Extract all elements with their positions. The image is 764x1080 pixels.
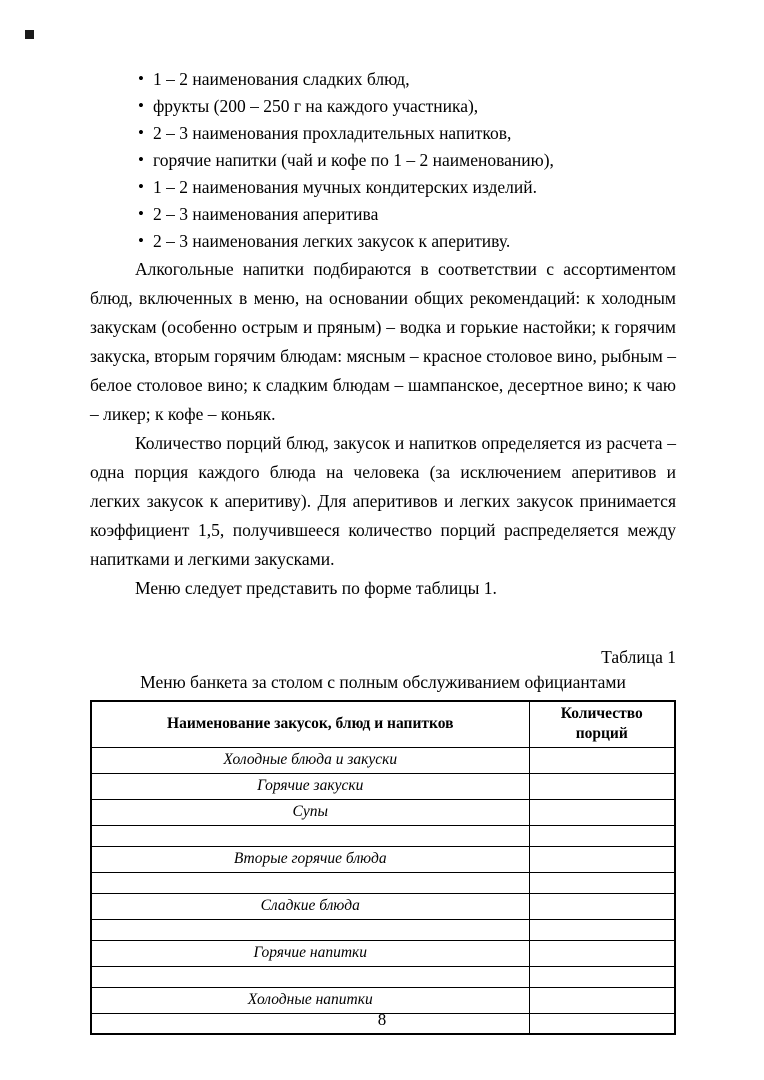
table-row [91,846,675,872]
bullet-text: 1 – 2 наименования сладких блюд, [152,69,410,89]
paragraph-portion-count: Количество порций блюд, закусок и напитков определяется из расчета – одна порция каждого блюда на человека (за исключением аперитивов и легких закусок к аперитиву). Для аперитивов и легких закусок принимается коэффициент 1,5, получившееся количество порций распределяется между напитками и легкими закусками. [90,433,676,569]
table-caption: Меню банкета за столом с полным обслуживанием официантами [140,672,626,692]
dish-category-cell [91,966,529,987]
bullet-text: фрукты (200 – 250 г на каждого участника), [152,96,479,116]
portion-cell [529,966,675,987]
portion-cell [529,940,675,966]
bullet-icon: • [138,204,144,223]
dish-category-cell: Сладкие блюда [91,893,529,919]
dish-category-cell: Горячие напитки [91,940,529,966]
list-item [90,93,676,120]
scan-artifact [25,30,34,39]
bullet-icon: • [138,231,144,250]
portion-cell [529,919,675,940]
dish-category-cell: Супы [91,799,529,825]
table-number-label: Таблица 1 [601,647,676,667]
table-row [91,825,675,846]
bullet-icon: • [138,150,144,169]
dish-category-cell: Холодные напитки [91,987,529,1013]
bullet-text: горячие напитки (чай и кофе по 1 – 2 наименованию), [152,150,554,170]
bullet-text: 1 – 2 наименования мучных кондитерских изделий. [152,177,538,197]
banquet-menu-table [90,700,676,1035]
table-row [91,872,675,893]
bullet-icon: • [138,123,144,142]
portion-cell [529,825,675,846]
bullet-icon: • [138,96,144,115]
page-number: 8 [377,1010,387,1029]
list-item [90,66,676,93]
table-row [91,893,675,919]
dish-category-cell: Горячие закуски [91,773,529,799]
bullet-icon: • [138,177,144,196]
portion-cell [529,846,675,872]
dish-category-cell [91,872,529,893]
paragraph-menu-form: Меню следует представить по форме таблицы 1. [135,578,497,598]
portion-cell [529,893,675,919]
dish-category-cell: Холодные блюда и закуски [91,747,529,773]
table-header-row [91,701,675,747]
list-item [90,228,676,255]
bullet-text: 2 – 3 наименования легких закусок к аперитиву. [152,231,511,251]
table-row [91,773,675,799]
table-row [91,940,675,966]
paragraph-alcohol-pairing: Алкогольные напитки подбираются в соответствии с ассортиментом блюд, включенных в меню, на основании общих рекомендаций: к холодным закускам (особенно острым и пряным) – водка и горькие настойки; к горячим закуска, вторым горячим блюдам: мясным – красное столовое вино, рыбным – белое столовое вино; к сладким блюдам – шампанское, десертное вино; к чаю – ликер; к кофе – коньяк. [90,259,676,424]
portion-cell [529,747,675,773]
column-header-name: Наименование закусок, блюд и напитков [91,701,529,747]
table-row [91,799,675,825]
list-item [90,201,676,228]
dish-category-cell: Вторые горячие блюда [91,846,529,872]
table-row [91,747,675,773]
portion-cell [529,799,675,825]
dish-category-cell [91,919,529,940]
bullet-text: 2 – 3 наименования прохладительных напитков, [152,123,512,143]
document-page [90,66,676,1035]
portion-cell [529,773,675,799]
bullet-icon: • [138,69,144,88]
bullet-text: 2 – 3 наименования аперитива [152,204,379,224]
column-header-qty: Количество порций [529,701,675,747]
bullet-list [90,66,676,255]
dish-category-cell [91,825,529,846]
list-item [90,174,676,201]
list-item [90,147,676,174]
portion-cell [529,872,675,893]
list-item [90,120,676,147]
table-row [91,966,675,987]
table-row [91,919,675,940]
